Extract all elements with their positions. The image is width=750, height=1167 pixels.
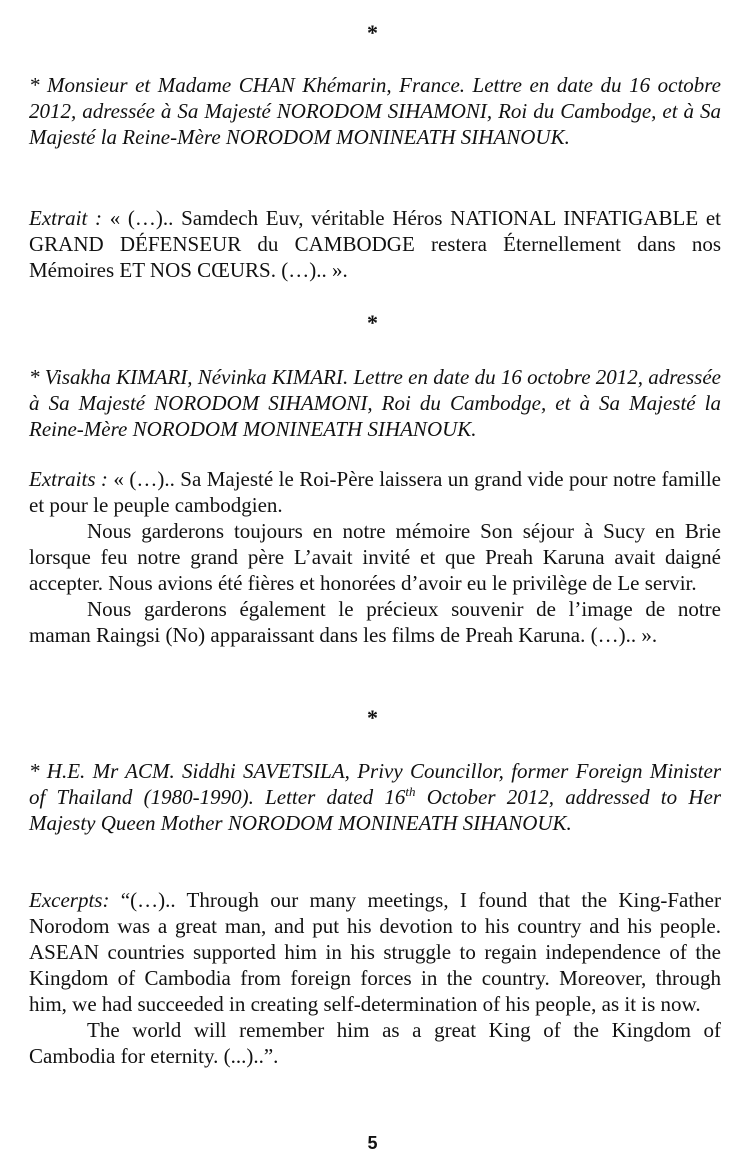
excerpt-body: “(…).. Through our many meetings, I found that the King-Father Norodom was a great man, and put his devotion to his country and his people. ASEAN countries supported him in his struggle to regain independence of the Kingdom of Cambodia from foreign forces in the country. Moreover, through him, we had succeeded in creating self-determination of his people, as it is now. xyxy=(29,888,721,1016)
heading-text: * H.E. Mr ACM. Siddhi SAVETSILA, Privy Councillor, former Foreign Minister of Thailand (1980-1990). Letter dated 16 xyxy=(29,759,721,809)
excerpt-body: « (…).. Sa Majesté le Roi-Père laissera un grand vide pour notre famille et pour le peuple cambodgien. xyxy=(29,467,721,517)
excerpt-body: « (…).. Samdech Euv, véritable Héros NATIONAL INFATIGABLE et GRAND DÉFENSEUR du CAMBODGE restera Éternellement dans nos Mémoires ET NOS CŒURS. (…).. ». xyxy=(29,206,721,282)
entry-heading xyxy=(29,758,721,836)
page-number: 5 xyxy=(367,1133,378,1153)
separator-star: * xyxy=(367,705,378,730)
excerpt-paragraph: Nous garderons toujours en notre mémoire Son séjour à Sucy en Brie lorsque feu notre grand père L’avait invité et que Preah Karuna avait daigné accepter. Nous avions été fières et honorées d’avoir eu le privilège de Le servir. xyxy=(29,519,721,595)
entry-heading: * Monsieur et Madame CHAN Khémarin, France. Lettre en date du 16 octobre 2012, adressée à Sa Majesté NORODOM SIHAMONI, Roi du Cambodge, et à Sa Majesté la Reine-Mère NORODOM MONINEATH SIHANOUK. xyxy=(29,73,721,149)
separator-star: * xyxy=(367,310,378,335)
heading-text: October 2012, addressed to Her Majesty Queen Mother NORODOM MONINEATH SIHANOUK. xyxy=(29,785,722,835)
excerpt-paragraph: The world will remember him as a great King of the Kingdom of Cambodia for eternity. (...)..”. xyxy=(29,1018,721,1068)
excerpt-label: Extrait : xyxy=(29,206,103,230)
separator-star: * xyxy=(367,20,378,45)
ordinal-suffix: th xyxy=(405,784,416,799)
entry-heading: * Visakha KIMARI, Névinka KIMARI. Lettre en date du 16 octobre 2012, adressée à Sa Majesté NORODOM SIHAMONI, Roi du Cambodge, et à Sa Majesté la Reine-Mère NORODOM MONINEATH SIHANOUK. xyxy=(29,365,721,441)
excerpt-label: Extraits : xyxy=(29,467,108,491)
excerpt-label: Excerpts: xyxy=(29,888,110,912)
entry-excerpt xyxy=(29,466,721,648)
entry-excerpt xyxy=(29,205,721,283)
excerpt-paragraph: Nous garderons également le précieux souvenir de l’image de notre maman Raingsi (No) apparaissant dans les films de Preah Karuna. (…).. ». xyxy=(29,597,721,647)
entry-excerpt xyxy=(29,887,721,1069)
